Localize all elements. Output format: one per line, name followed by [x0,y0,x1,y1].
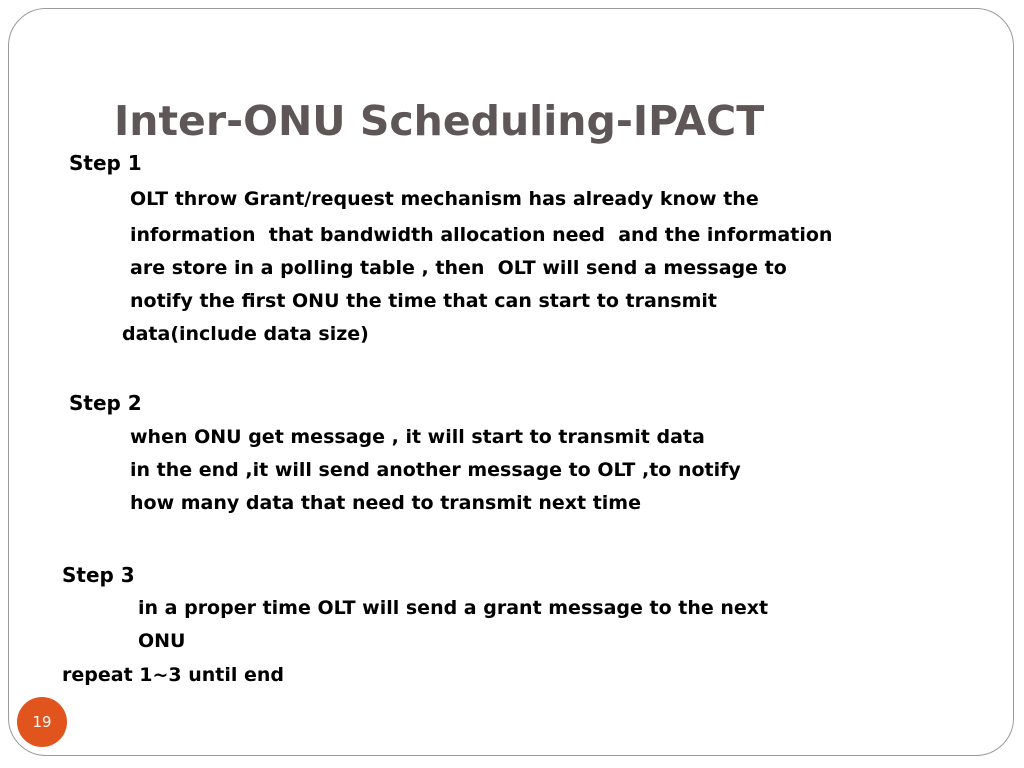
closing-line: repeat 1~3 until end [62,664,285,686]
step-1-line-2: information that bandwidth allocation need and the information [130,224,833,246]
step-2-line-3: how many data that need to transmit next time [130,492,641,514]
slide-title: Inter-ONU Scheduling-IPACT [114,97,765,145]
step-1-heading: Step 1 [69,151,142,175]
slide-number-badge: 19 [17,697,67,747]
step-2-heading: Step 2 [69,391,142,415]
step-1-line-5: data(include data size) [122,323,369,345]
step-1-line-4: notify the first ONU the time that can start to transmit [130,290,717,312]
step-3-line-1: in a proper time OLT will send a grant message to the next [138,597,769,619]
step-1-line-1: OLT throw Grant/request mechanism has already know the [130,188,759,210]
step-3-line-2: ONU [138,630,186,652]
step-1-line-3: are store in a polling table , then OLT will send a message to [130,257,787,279]
step-2-line-2: in the end ,it will send another message to OLT ,to notify [130,459,741,481]
step-2-line-1: when ONU get message , it will start to transmit data [130,426,705,448]
step-3-heading: Step 3 [62,563,135,587]
